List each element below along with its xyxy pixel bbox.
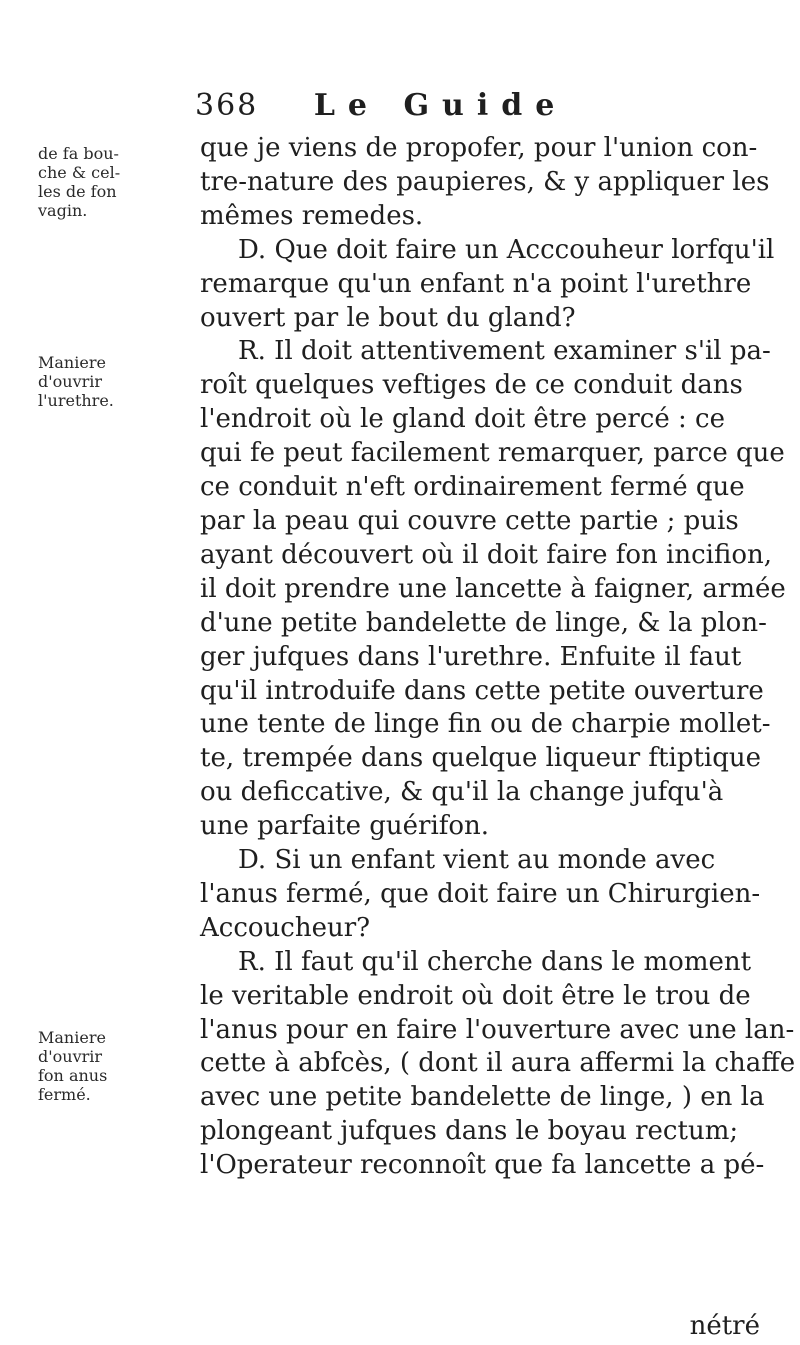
margin-note-line: d'ouvrir <box>38 1047 103 1066</box>
text-line: plongeant jufques dans le boyau rectum; <box>200 1116 739 1147</box>
catchword: nétré <box>689 1311 760 1341</box>
text-line: ce conduit n'eft ordinairement fermé que <box>200 472 745 503</box>
text-line: Accoucheur? <box>200 912 371 943</box>
text-line: l'anus fermé, que doit faire un Chirurgien- <box>200 878 761 909</box>
running-title: Le Guide <box>313 88 568 123</box>
text-line: te, trempée dans quelque liqueur ftiptique <box>200 743 762 774</box>
text-line: ayant découvert où il doit faire fon incifion, <box>200 539 772 570</box>
text-line: que je viens de propofer, pour l'union con- <box>200 133 758 163</box>
text-line: l'anus pour en faire l'ouverture avec une lan- <box>200 1014 795 1045</box>
margin-note-line: che & cel- <box>38 163 121 182</box>
text-line: R. Il faut qu'il cherche dans le moment <box>238 946 752 977</box>
text-line: avec une petite bandelette de linge, ) en la <box>200 1082 765 1113</box>
margin-note-line: vagin. <box>38 201 88 220</box>
margin-note-line: de fa bou- <box>38 144 119 163</box>
text-line: cette à abfcès, ( dont il aura affermi la chaffe <box>200 1048 796 1079</box>
margin-note-line: Maniere <box>38 1028 106 1047</box>
text-line: ger jufques dans l'urethre. Enfuite il faut <box>200 641 742 672</box>
text-line: le veritable endroit où doit être le trou de <box>200 980 751 1011</box>
text-line: il doit prendre une lancette à faigner, armée <box>200 573 786 604</box>
text-line: qui fe peut facilement remarquer, parce que <box>200 438 785 469</box>
text-line: l'endroit où le gland doit être percé : ce <box>200 404 725 435</box>
text-line: tre-nature des paupieres, & y appliquer les <box>200 166 770 197</box>
text-line: D. Que doit faire un Acccouheur lorfqu'il <box>238 234 775 265</box>
text-line: une tente de linge fin ou de charpie mollet- <box>200 709 771 740</box>
text-line: ou deficcative, & qu'il la change jufqu'à <box>200 777 724 808</box>
text-line: remarque qu'un enfant n'a point l'urethre <box>200 268 752 299</box>
page-number: 368 <box>195 88 259 123</box>
text-line: d'une petite bandelette de linge, & la plon- <box>200 607 767 638</box>
margin-note-urethra <box>38 353 138 410</box>
margin-note-line: Maniere <box>38 353 106 372</box>
text-line: l'Operateur reconnoît que fa lancette a pé- <box>200 1150 765 1181</box>
main-text <box>200 132 796 1183</box>
running-header <box>195 88 567 123</box>
text-line: roît quelques veftiges de ce conduit dans <box>200 370 743 401</box>
margin-note-line: d'ouvrir <box>38 372 103 391</box>
margin-note-line: fon anus <box>38 1066 108 1085</box>
text-line: qu'il introduife dans cette petite ouverture <box>200 675 764 706</box>
text-line: par la peau qui couvre cette partie ; puis <box>200 505 739 536</box>
text-line: D. Si un enfant vient au monde avec <box>238 845 716 876</box>
text-line: R. Il doit attentivement examiner s'il pa- <box>238 336 771 367</box>
margin-note-line: les de fon <box>38 182 117 201</box>
margin-note-line: l'urethre. <box>38 391 114 410</box>
margin-note-mouth <box>38 144 138 220</box>
text-line: mêmes remedes. <box>200 200 424 231</box>
text-line: ouvert par le bout du gland? <box>200 302 576 333</box>
text-line: une parfaite guérifon. <box>200 811 490 842</box>
margin-note-anus <box>38 1028 138 1104</box>
margin-note-line: fermé. <box>38 1085 91 1104</box>
